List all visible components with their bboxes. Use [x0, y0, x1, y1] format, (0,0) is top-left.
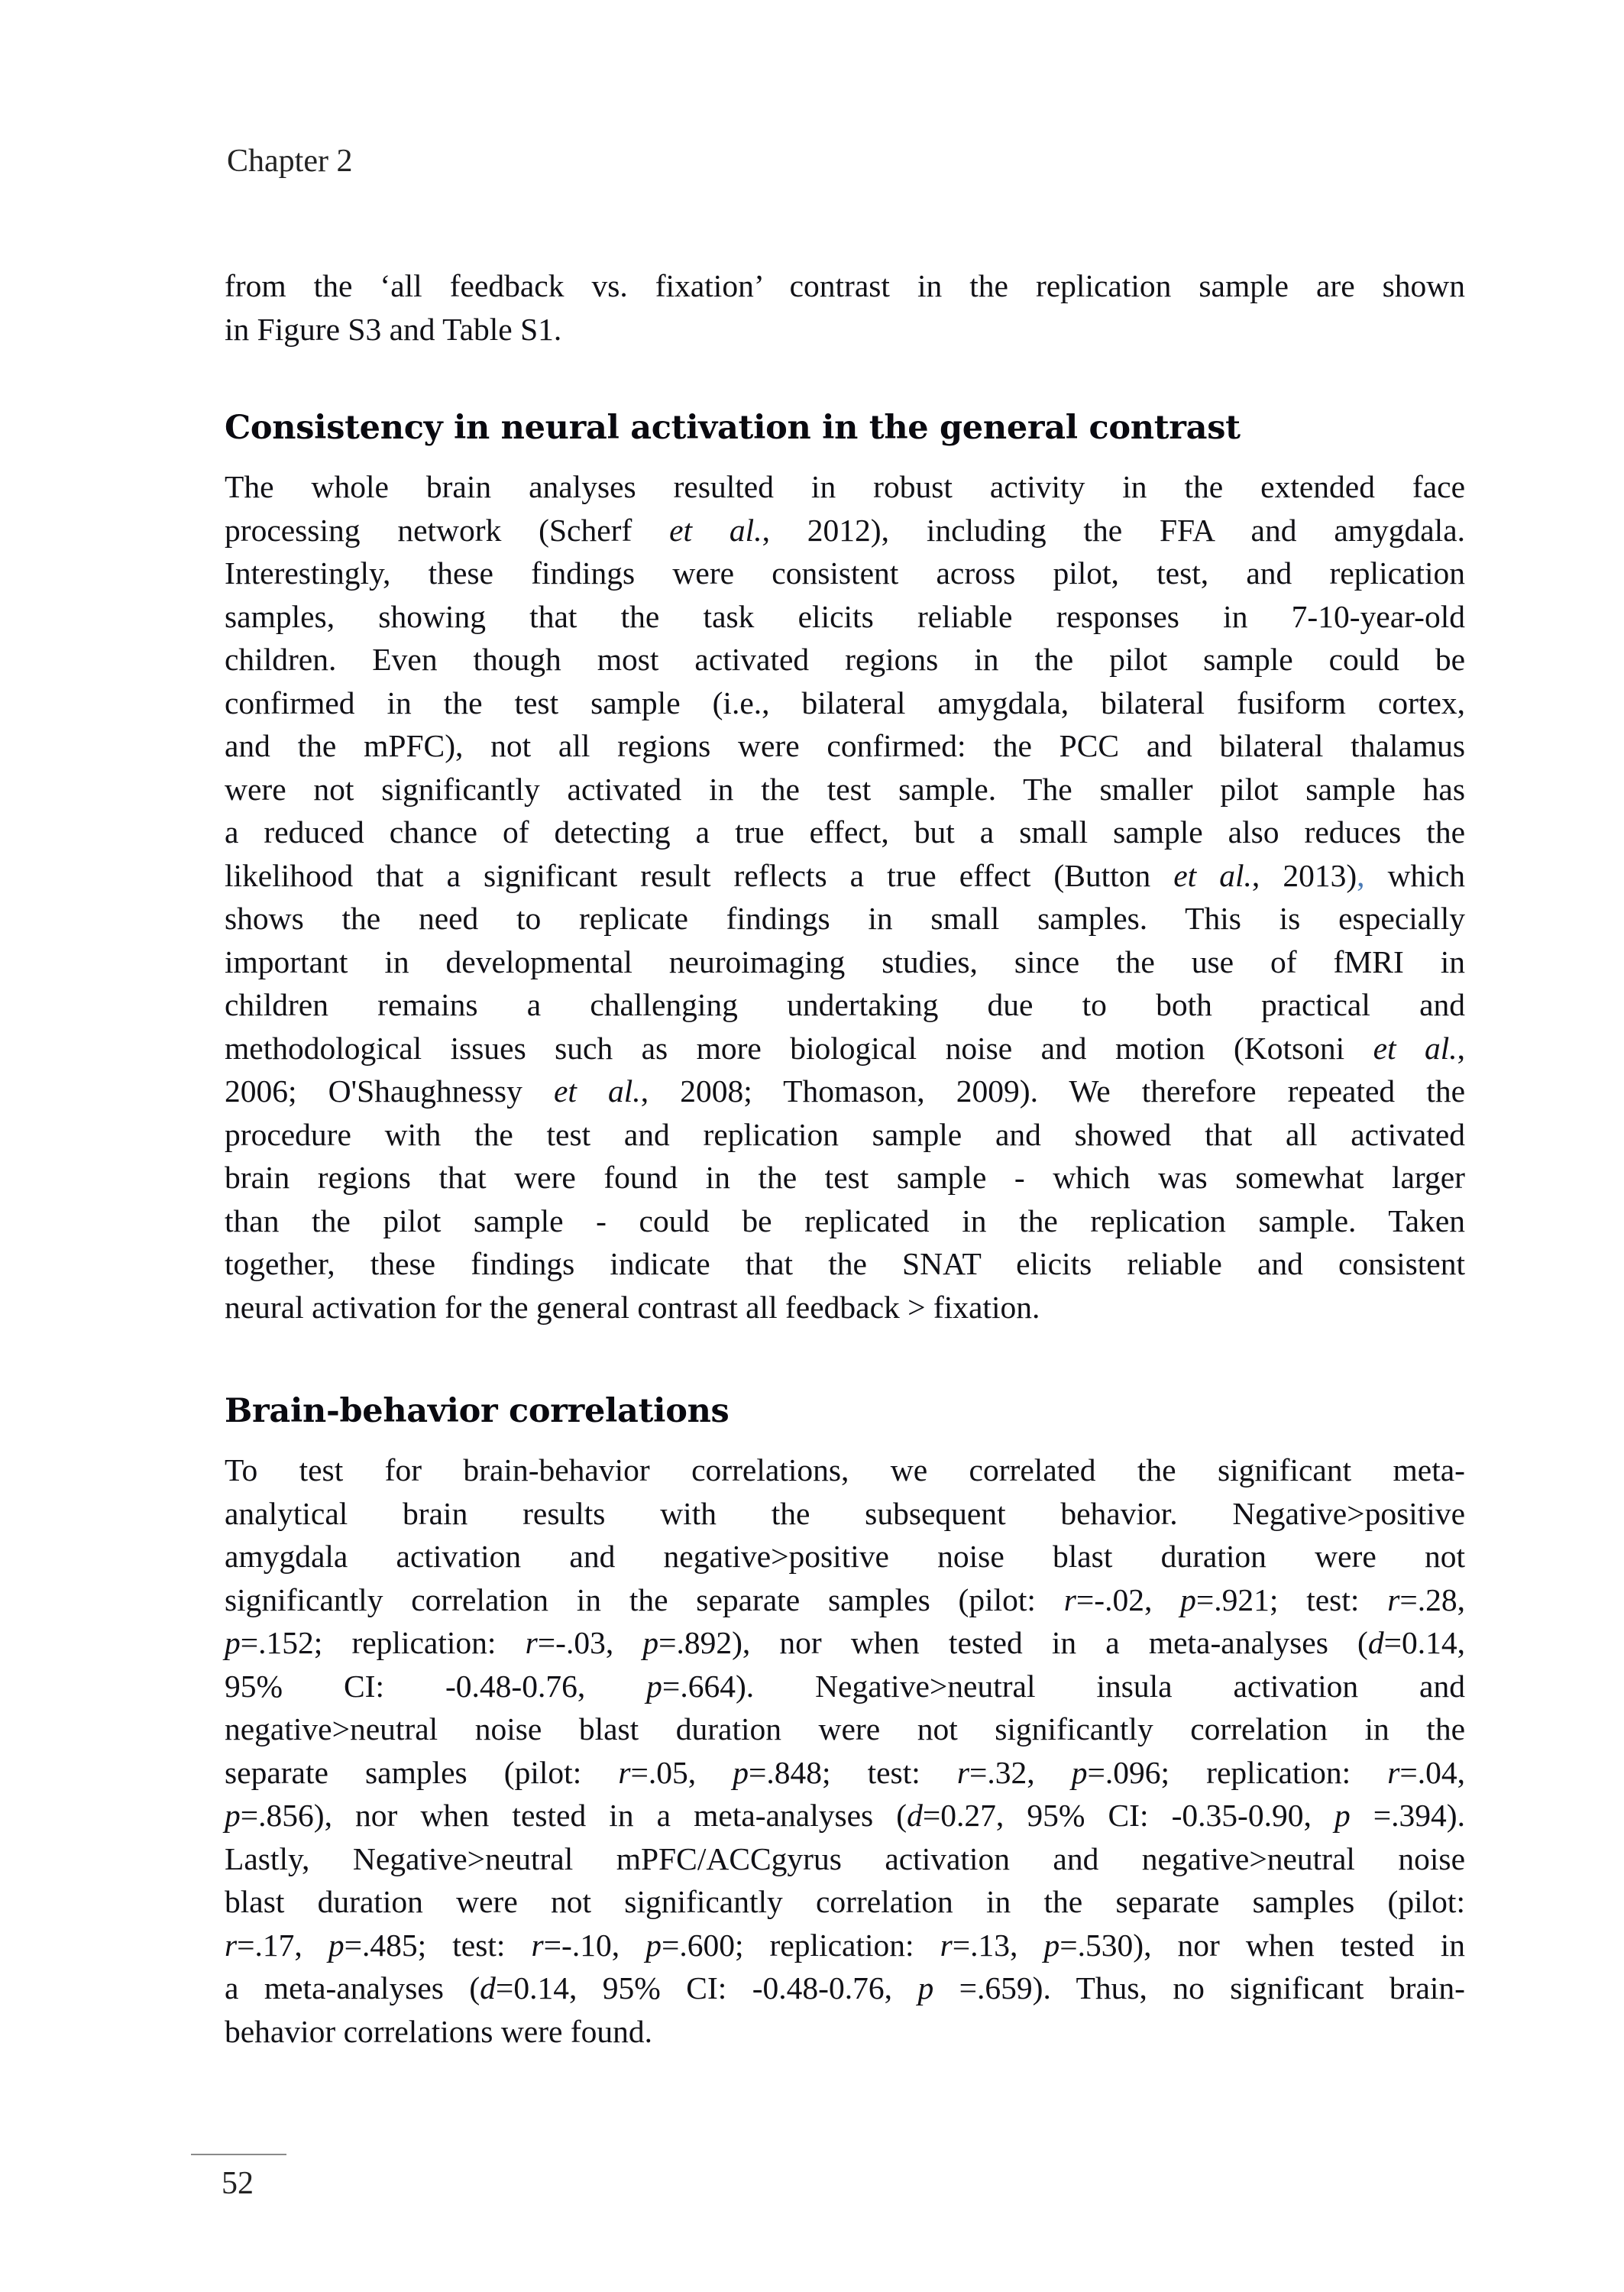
italic-run: d — [480, 1970, 496, 2006]
text-run: shows the need to replicate findings in small samples. This is especially — [225, 901, 1465, 936]
text-line — [225, 1449, 1465, 1492]
text-run: =.600; replication: — [661, 1927, 940, 1963]
text-run: =.28, — [1399, 1581, 1465, 1617]
text-line — [225, 1880, 1465, 1924]
text-run: children. Even though most activated regions in the pilot sample could be — [225, 642, 1465, 677]
text-run: =.659). Thus, no significant brain- — [933, 1970, 1465, 2006]
text-run: =.892), nor when tested in a meta-analyses ( — [658, 1625, 1368, 1660]
text-run: =.32, — [969, 1754, 1072, 1790]
italic-run: p — [1180, 1581, 1196, 1617]
text-line — [225, 768, 1465, 811]
text-line — [225, 1708, 1465, 1751]
text-line — [225, 1286, 1465, 1329]
text-run: were not significantly activated in the test sample. The smaller pilot sample has — [225, 771, 1465, 807]
italic-run: r — [956, 1754, 969, 1790]
text-run: than the pilot sample - could be replicated in the replication sample. Taken — [225, 1203, 1465, 1238]
text-run: separate samples (pilot: — [225, 1754, 619, 1790]
italic-run: p — [733, 1754, 749, 1790]
text-run: which — [1364, 857, 1466, 893]
text-run: 2006; O'Shaughnessy — [225, 1073, 554, 1109]
paragraph-brain-behavior — [225, 1449, 1465, 2053]
text-line — [225, 509, 1465, 552]
text-run: , 2012), including the FFA and amygdala. — [762, 512, 1466, 548]
italic-run: r — [225, 1927, 238, 1963]
text-line — [225, 897, 1465, 940]
text-line — [225, 1924, 1465, 1967]
italic-run: et al. — [669, 512, 762, 548]
italic-run: r — [1387, 1754, 1400, 1790]
text-line — [225, 1621, 1465, 1665]
text-run: =.096; replication: — [1087, 1754, 1388, 1790]
italic-run: r — [940, 1927, 953, 1963]
italic-run: p — [328, 1927, 345, 1963]
text-run: procedure with the test and replication sample and showed that all activated — [225, 1116, 1465, 1152]
text-run: methodological issues such as more biological noise and motion (Kotsoni — [225, 1030, 1373, 1066]
text-line — [225, 1837, 1465, 1881]
italic-run: r — [1063, 1581, 1076, 1617]
text-line — [225, 1199, 1465, 1243]
text-line — [225, 1156, 1465, 1199]
text-line — [225, 308, 1465, 351]
text-line — [225, 1027, 1465, 1070]
italic-run: d — [907, 1798, 923, 1833]
italic-run: p — [917, 1970, 934, 2006]
italic-run: r — [1387, 1581, 1400, 1617]
text-run: from the ‘all feedback vs. fixation’ contrast in the replication sample are shown — [225, 268, 1465, 303]
text-line — [225, 1967, 1465, 2010]
text-run: Interestingly, these findings were consistent across pilot, test, and replication — [225, 555, 1465, 591]
text-line — [225, 638, 1465, 681]
text-line — [225, 1492, 1465, 1536]
italic-run: et al. — [1373, 1030, 1457, 1066]
text-line — [225, 983, 1465, 1027]
text-run: =-.02, — [1076, 1581, 1181, 1617]
text-run: Lastly, Negative>neutral mPFC/ACCgyrus activation and negative>neutral noise — [225, 1840, 1465, 1876]
text-line — [225, 1751, 1465, 1795]
italic-run: p — [1334, 1798, 1351, 1833]
text-line — [225, 1578, 1465, 1622]
text-line — [225, 1070, 1465, 1113]
text-run: , 2008; Thomason, 2009). We therefore repeated the — [640, 1073, 1465, 1109]
text-run: significantly correlation in the separate samples (pilot: — [225, 1581, 1064, 1617]
text-line — [225, 724, 1465, 768]
text-line — [225, 595, 1465, 639]
text-run: =.152; replication: — [240, 1625, 526, 1660]
italic-run: r — [525, 1625, 538, 1660]
text-line — [225, 1794, 1465, 1837]
text-run: 95% CI: -0.48-0.76, — [225, 1668, 647, 1704]
text-run: neural activation for the general contrast all feedback > fixation. — [225, 1289, 1040, 1325]
text-run: =.856), nor when tested in a meta-analyses ( — [240, 1798, 907, 1833]
text-run: The whole brain analyses resulted in robust activity in the extended face — [225, 469, 1465, 504]
text-run: , 2013) — [1251, 857, 1357, 893]
text-run: =.530), nor when tested in — [1059, 1927, 1465, 1963]
text-run: =.05, — [630, 1754, 733, 1790]
text-line — [225, 811, 1465, 854]
text-run: analytical brain results with the subsequent behavior. Negative>positive — [225, 1495, 1465, 1531]
text-run: brain regions that were found in the test sample - which was somewhat larger — [225, 1160, 1465, 1195]
italic-run: p — [1043, 1927, 1060, 1963]
text-run: a reduced chance of detecting a true effect, but a small sample also reduces the — [225, 814, 1465, 850]
text-run: =0.14, 95% CI: -0.48-0.76, — [495, 1970, 918, 2006]
italic-run: p — [646, 1668, 662, 1704]
text-run: blast duration were not significantly correlation in the separate samples (pilot: — [225, 1884, 1465, 1919]
text-run: To test for brain-behavior correlations, we correlated the significant meta- — [225, 1452, 1465, 1488]
text-line — [225, 1113, 1465, 1157]
text-line — [225, 1242, 1465, 1286]
text-run: =.664). Negative>neutral insula activation and — [662, 1668, 1465, 1704]
colored-run: , — [1357, 857, 1365, 893]
footer-divider — [191, 2154, 286, 2155]
text-run: negative>neutral noise blast duration were not significantly correlation in the — [225, 1711, 1465, 1747]
page-number: 52 — [222, 2166, 254, 2201]
text-run: confirmed in the test sample (i.e., bilateral amygdala, bilateral fusiform cortex, — [225, 685, 1465, 720]
text-run: =.04, — [1399, 1754, 1465, 1790]
running-head-chapter: Chapter 2 — [227, 144, 353, 179]
text-run: =.848; test: — [748, 1754, 957, 1790]
text-run: =.485; test: — [344, 1927, 532, 1963]
text-run: =.921; test: — [1195, 1581, 1388, 1617]
text-run: =-.10, — [543, 1927, 646, 1963]
text-run: =0.14, — [1383, 1625, 1465, 1660]
text-run: amygdala activation and negative>positive noise blast duration were not — [225, 1539, 1465, 1574]
italic-run: d — [1367, 1625, 1384, 1660]
text-line — [225, 681, 1465, 725]
text-run: =.17, — [237, 1927, 328, 1963]
text-run: likelihood that a significant result reflects a true effect (Button — [225, 857, 1174, 893]
text-run: =-.03, — [537, 1625, 643, 1660]
text-line — [225, 1535, 1465, 1578]
text-line — [225, 940, 1465, 984]
italic-run: r — [618, 1754, 631, 1790]
text-run: =0.27, 95% CI: -0.35-0.90, — [922, 1798, 1334, 1833]
italic-run: p — [642, 1625, 659, 1660]
text-run: , — [1457, 1030, 1465, 1066]
text-run: together, these findings indicate that the SNAT elicits reliable and consistent — [225, 1246, 1465, 1281]
italic-run: p — [1071, 1754, 1088, 1790]
text-run: =.394). — [1350, 1798, 1465, 1833]
text-run: children remains a challenging undertaking due to both practical and — [225, 987, 1465, 1022]
text-run: and the mPFC), not all regions were confirmed: the PCC and bilateral thalamus — [225, 728, 1465, 763]
paragraph-consistency — [225, 465, 1465, 1329]
text-line — [225, 552, 1465, 595]
text-run: a meta-analyses ( — [225, 1970, 480, 2006]
paragraph-intro-continuation — [225, 264, 1465, 351]
text-run: samples, showing that the task elicits reliable responses in 7-10-year-old — [225, 598, 1465, 634]
text-line — [225, 1665, 1465, 1708]
text-run: behavior correlations were found. — [225, 2013, 653, 2049]
text-line — [225, 465, 1465, 509]
italic-run: p — [225, 1625, 241, 1660]
text-run: in Figure S3 and Table S1. — [225, 311, 562, 347]
text-run: important in developmental neuroimaging studies, since the use of fMRI in — [225, 944, 1465, 979]
italic-run: r — [531, 1927, 544, 1963]
section-heading-brain-behavior: Brain-behavior correlations — [225, 1392, 730, 1430]
text-run: =.13, — [952, 1927, 1044, 1963]
italic-run: et al. — [553, 1073, 641, 1109]
text-line — [225, 264, 1465, 308]
italic-run: p — [645, 1927, 662, 1963]
section-heading-consistency: Consistency in neural activation in the general contrast — [225, 409, 1241, 447]
text-run: processing network (Scherf — [225, 512, 670, 548]
italic-run: et al. — [1173, 857, 1252, 893]
italic-run: p — [225, 1798, 241, 1833]
text-line — [225, 2010, 1465, 2054]
text-line — [225, 854, 1465, 898]
